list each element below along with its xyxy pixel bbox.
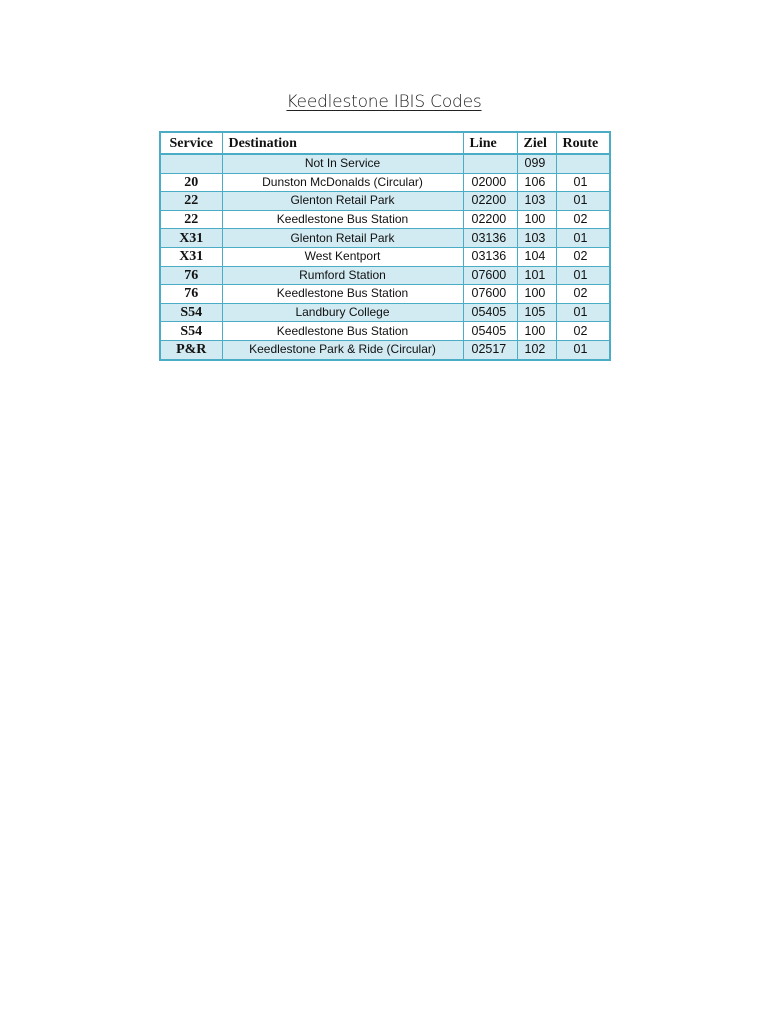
table-row bbox=[160, 340, 610, 359]
column-header-ziel: Ziel bbox=[517, 132, 556, 154]
document-title: Keedlestone IBIS Codes bbox=[286, 92, 482, 112]
table-row bbox=[160, 192, 610, 211]
column-header-line: Line bbox=[463, 132, 517, 154]
cell-route: 02 bbox=[556, 210, 610, 229]
cell-line: 07600 bbox=[463, 266, 517, 285]
cell-service bbox=[160, 154, 222, 173]
cell-route: 02 bbox=[556, 247, 610, 266]
cell-service: P&R bbox=[160, 340, 222, 359]
cell-destination: Dunston McDonalds (Circular) bbox=[222, 173, 463, 192]
cell-ziel: 104 bbox=[517, 247, 556, 266]
cell-destination: Keedlestone Bus Station bbox=[222, 322, 463, 341]
cell-service: 22 bbox=[160, 192, 222, 211]
cell-ziel: 103 bbox=[517, 192, 556, 211]
cell-ziel: 102 bbox=[517, 340, 556, 359]
cell-service: X31 bbox=[160, 247, 222, 266]
cell-service: S54 bbox=[160, 303, 222, 322]
cell-service: S54 bbox=[160, 322, 222, 341]
column-header-destination: Destination bbox=[222, 132, 463, 154]
column-header-service: Service bbox=[160, 132, 222, 154]
cell-ziel: 103 bbox=[517, 229, 556, 248]
cell-service: 20 bbox=[160, 173, 222, 192]
cell-ziel: 099 bbox=[517, 154, 556, 173]
table-row bbox=[160, 285, 610, 304]
cell-line: 03136 bbox=[463, 229, 517, 248]
cell-destination: Keedlestone Bus Station bbox=[222, 285, 463, 304]
cell-line: 07600 bbox=[463, 285, 517, 304]
ibis-codes-table bbox=[159, 131, 611, 361]
cell-service: 22 bbox=[160, 210, 222, 229]
table-row bbox=[160, 322, 610, 341]
cell-line: 05405 bbox=[463, 322, 517, 341]
cell-ziel: 100 bbox=[517, 285, 556, 304]
cell-route bbox=[556, 154, 610, 173]
table-row bbox=[160, 154, 610, 173]
cell-destination: Rumford Station bbox=[222, 266, 463, 285]
cell-destination: Keedlestone Bus Station bbox=[222, 210, 463, 229]
cell-ziel: 106 bbox=[517, 173, 556, 192]
cell-route: 02 bbox=[556, 285, 610, 304]
cell-destination: Landbury College bbox=[222, 303, 463, 322]
cell-line: 02200 bbox=[463, 192, 517, 211]
cell-line: 02000 bbox=[463, 173, 517, 192]
cell-route: 01 bbox=[556, 266, 610, 285]
cell-service: 76 bbox=[160, 266, 222, 285]
cell-route: 01 bbox=[556, 340, 610, 359]
cell-line: 05405 bbox=[463, 303, 517, 322]
cell-line: 02200 bbox=[463, 210, 517, 229]
table-row bbox=[160, 303, 610, 322]
table-row bbox=[160, 266, 610, 285]
cell-ziel: 105 bbox=[517, 303, 556, 322]
cell-ziel: 100 bbox=[517, 210, 556, 229]
cell-destination: Not In Service bbox=[222, 154, 463, 173]
cell-destination: Glenton Retail Park bbox=[222, 192, 463, 211]
header-row bbox=[160, 132, 610, 154]
cell-route: 02 bbox=[556, 322, 610, 341]
cell-service: 76 bbox=[160, 285, 222, 304]
cell-line: 02517 bbox=[463, 340, 517, 359]
cell-route: 01 bbox=[556, 173, 610, 192]
cell-ziel: 100 bbox=[517, 322, 556, 341]
column-header-route: Route bbox=[556, 132, 610, 154]
cell-line bbox=[463, 154, 517, 173]
cell-destination: West Kentport bbox=[222, 247, 463, 266]
table-row bbox=[160, 173, 610, 192]
cell-service: X31 bbox=[160, 229, 222, 248]
cell-destination: Glenton Retail Park bbox=[222, 229, 463, 248]
table-row bbox=[160, 229, 610, 248]
table-row bbox=[160, 247, 610, 266]
cell-destination: Keedlestone Park & Ride (Circular) bbox=[222, 340, 463, 359]
cell-route: 01 bbox=[556, 303, 610, 322]
cell-route: 01 bbox=[556, 229, 610, 248]
cell-ziel: 101 bbox=[517, 266, 556, 285]
cell-line: 03136 bbox=[463, 247, 517, 266]
table-row bbox=[160, 210, 610, 229]
cell-route: 01 bbox=[556, 192, 610, 211]
